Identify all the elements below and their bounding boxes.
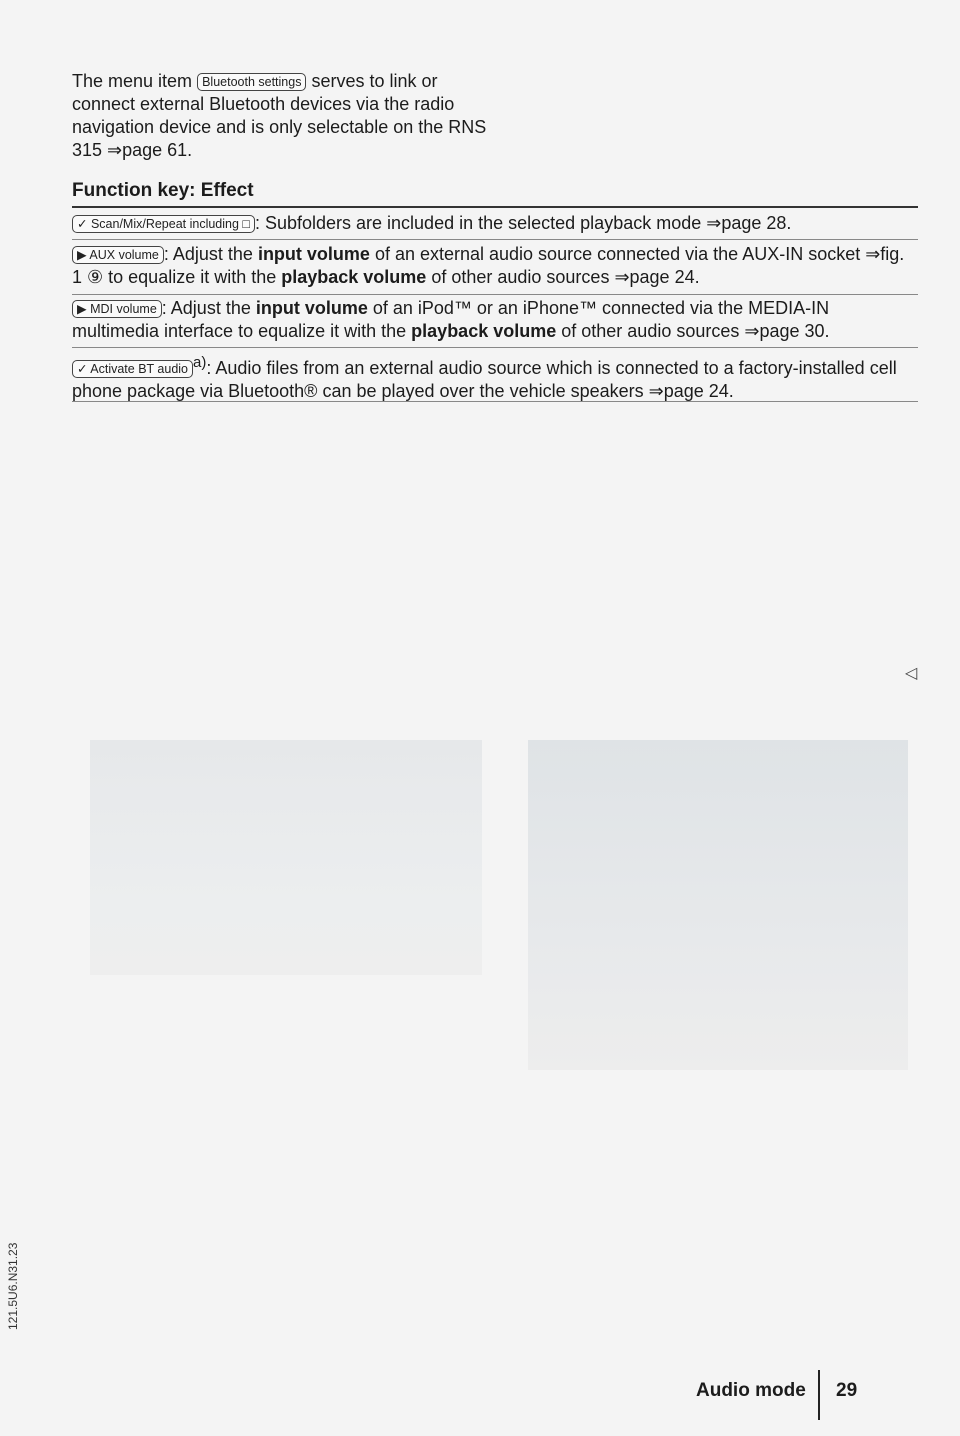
row-bold: input volume — [257, 244, 370, 264]
footer-section-label: Audio mode — [696, 1380, 806, 1401]
bluetooth-settings-key: Bluetooth settings — [197, 73, 306, 91]
row-text: : Audio files from an external audio source which is connected to a factory-installed cell phone package via Bluetooth® can be played over the vehicle speakers ⇒page 24. — [72, 358, 897, 401]
footer-divider — [818, 1370, 820, 1420]
row-bold: playback volume — [411, 321, 557, 341]
footnote-ref: a) — [193, 354, 207, 371]
row-text: of an iPod™ or an iPhone™ connected via the MEDIA-IN multimedia interface to equalize it with the — [72, 298, 830, 341]
function-row-aux — [72, 243, 918, 289]
row-text: : Adjust the — [161, 298, 256, 318]
end-of-section-mark: ◁ — [905, 665, 918, 682]
row-divider — [72, 239, 918, 240]
row-text: of other audio sources ⇒page 30. — [556, 321, 830, 341]
scan-mix-repeat-key: ✓ Scan/Mix/Repeat including □ — [72, 215, 255, 233]
row-text: of an external audio source connected via the AUX-IN socket ⇒fig. 1 ⑨ to equalize it with the — [72, 244, 905, 287]
row-divider — [72, 401, 918, 402]
table-header-rule — [72, 206, 918, 208]
activate-bt-audio-key: ✓ Activate BT audio — [72, 360, 193, 378]
document-code: 121.5U6.N31.23 — [6, 1242, 20, 1330]
function-row-bt-audio — [72, 351, 918, 403]
row-text: : Adjust the — [163, 244, 258, 264]
row-divider — [72, 347, 918, 348]
intro-text-1: The menu item — [72, 71, 193, 91]
function-key-title: Function key: Effect — [72, 180, 254, 201]
row-text: of other audio sources ⇒page 24. — [426, 267, 700, 287]
aux-volume-key: ▶ AUX volume — [72, 246, 164, 264]
page-number: 29 — [836, 1380, 858, 1401]
row-bold: playback volume — [281, 267, 427, 287]
row-bold: input volume — [255, 298, 368, 318]
intro-text-2: serves to link or connect external Bluetooth devices via the radio navigation device and is only selectable on the RNS 315 ⇒page 61. — [72, 71, 487, 160]
figure-placeholder-left — [90, 740, 482, 975]
figure-placeholder-right — [528, 740, 908, 1070]
function-row-scan — [72, 212, 918, 235]
row-divider — [72, 294, 918, 295]
function-row-mdi — [72, 297, 918, 343]
row-text: : Subfolders are included in the selected playback mode ⇒page 28. — [254, 213, 792, 233]
mdi-volume-key: ▶ MDI volume — [72, 300, 162, 318]
intro-paragraph — [72, 70, 492, 162]
